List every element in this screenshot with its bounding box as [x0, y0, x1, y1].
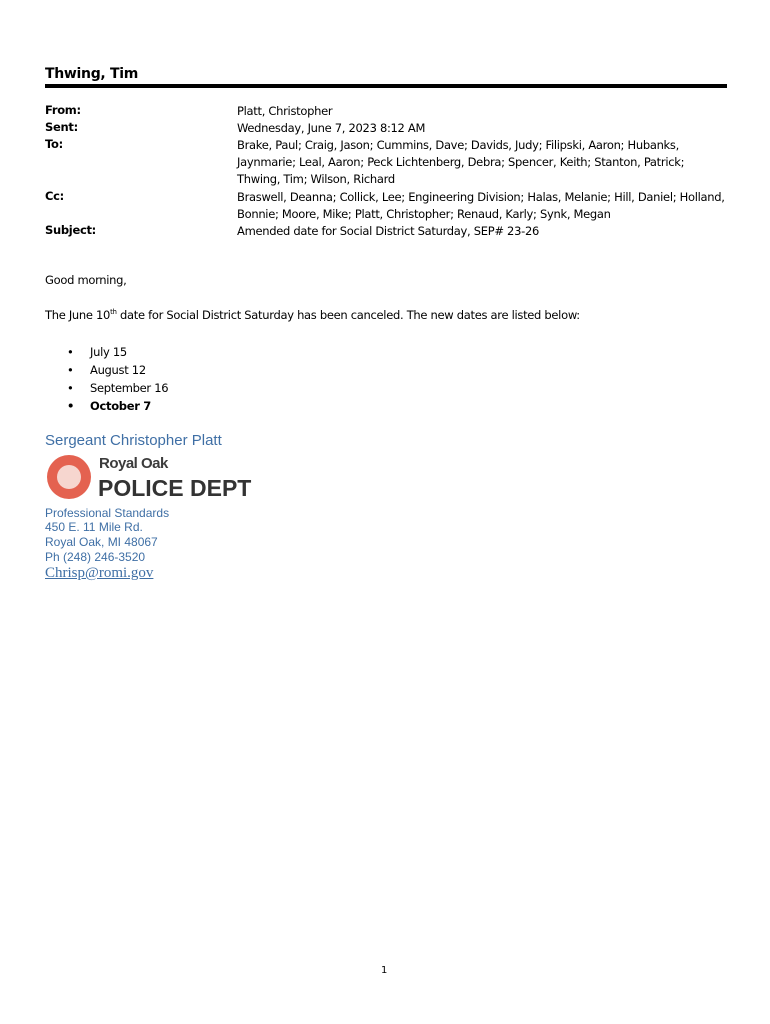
- signature-division: Professional Standards: [45, 506, 170, 520]
- from-label: From:: [45, 103, 81, 117]
- seal-inner: [57, 465, 81, 489]
- to-label: To:: [45, 137, 63, 151]
- cc-line: Braswell, Deanna; Collick, Lee; Engineering Division; Halas, Melanie; Hill, Daniel; Holland,: [237, 190, 725, 204]
- to-line: Thwing, Tim; Wilson, Richard: [237, 172, 395, 186]
- logo-city-text: Royal Oak: [99, 455, 168, 472]
- ordinal-suffix: th: [110, 308, 117, 317]
- bullet-icon: •: [67, 399, 75, 413]
- subject-label: Subject:: [45, 223, 96, 237]
- date-text: July 15: [90, 345, 127, 359]
- to-line: Jaynmarie; Leal, Aaron; Peck Lichtenberg, Debra; Spencer, Keith; Stanton, Patrick;: [237, 155, 685, 169]
- date-text: October 7: [90, 399, 151, 413]
- cc-line: Bonnie; Moore, Mike; Platt, Christopher; Renaud, Karly; Synk, Megan: [237, 207, 611, 221]
- body-text-start: The June 10: [45, 308, 111, 322]
- subject-value: Amended date for Social District Saturday, SEP# 23-26: [237, 224, 539, 238]
- body-paragraph: [45, 308, 580, 322]
- cc-value: [237, 189, 732, 223]
- from-value: Platt, Christopher: [237, 104, 333, 118]
- signature-email-link[interactable]: Chrisp@romi.gov: [45, 565, 154, 581]
- date-text: August 12: [90, 363, 146, 377]
- greeting: Good morning,: [45, 273, 127, 287]
- list-item: [45, 361, 168, 379]
- sent-value: Wednesday, June 7, 2023 8:12 AM: [237, 121, 426, 135]
- title-rule: [45, 84, 727, 88]
- body-text-end: date for Social District Saturday has been canceled. The new dates are listed below:: [116, 308, 580, 322]
- page-number: 1: [381, 965, 388, 976]
- badge-seal-icon: [47, 455, 91, 499]
- signature-phone: Ph (248) 246-3520: [45, 550, 146, 564]
- list-item: [45, 343, 168, 361]
- signature-address-line: Royal Oak, MI 48067: [45, 535, 158, 549]
- to-line: Brake, Paul; Craig, Jason; Cummins, Dave; Davids, Judy; Filipski, Aaron; Hubanks,: [237, 138, 679, 152]
- bullet-icon: •: [67, 345, 74, 359]
- sent-label: Sent:: [45, 120, 78, 134]
- bullet-icon: •: [67, 363, 74, 377]
- bullet-icon: •: [67, 381, 74, 395]
- date-text: September 16: [90, 381, 169, 395]
- signature-address-line: 450 E. 11 Mile Rd.: [45, 520, 143, 534]
- police-logo: [45, 454, 255, 504]
- email-owner-title: Thwing, Tim: [45, 66, 139, 82]
- date-list: [45, 343, 168, 415]
- list-item: [45, 397, 168, 415]
- list-item: [45, 379, 168, 397]
- to-value: [237, 137, 732, 188]
- cc-label: Cc:: [45, 189, 64, 203]
- logo-dept-text: POLICE DEPT: [98, 475, 252, 501]
- signature-name: Sergeant Christopher Platt: [45, 432, 222, 449]
